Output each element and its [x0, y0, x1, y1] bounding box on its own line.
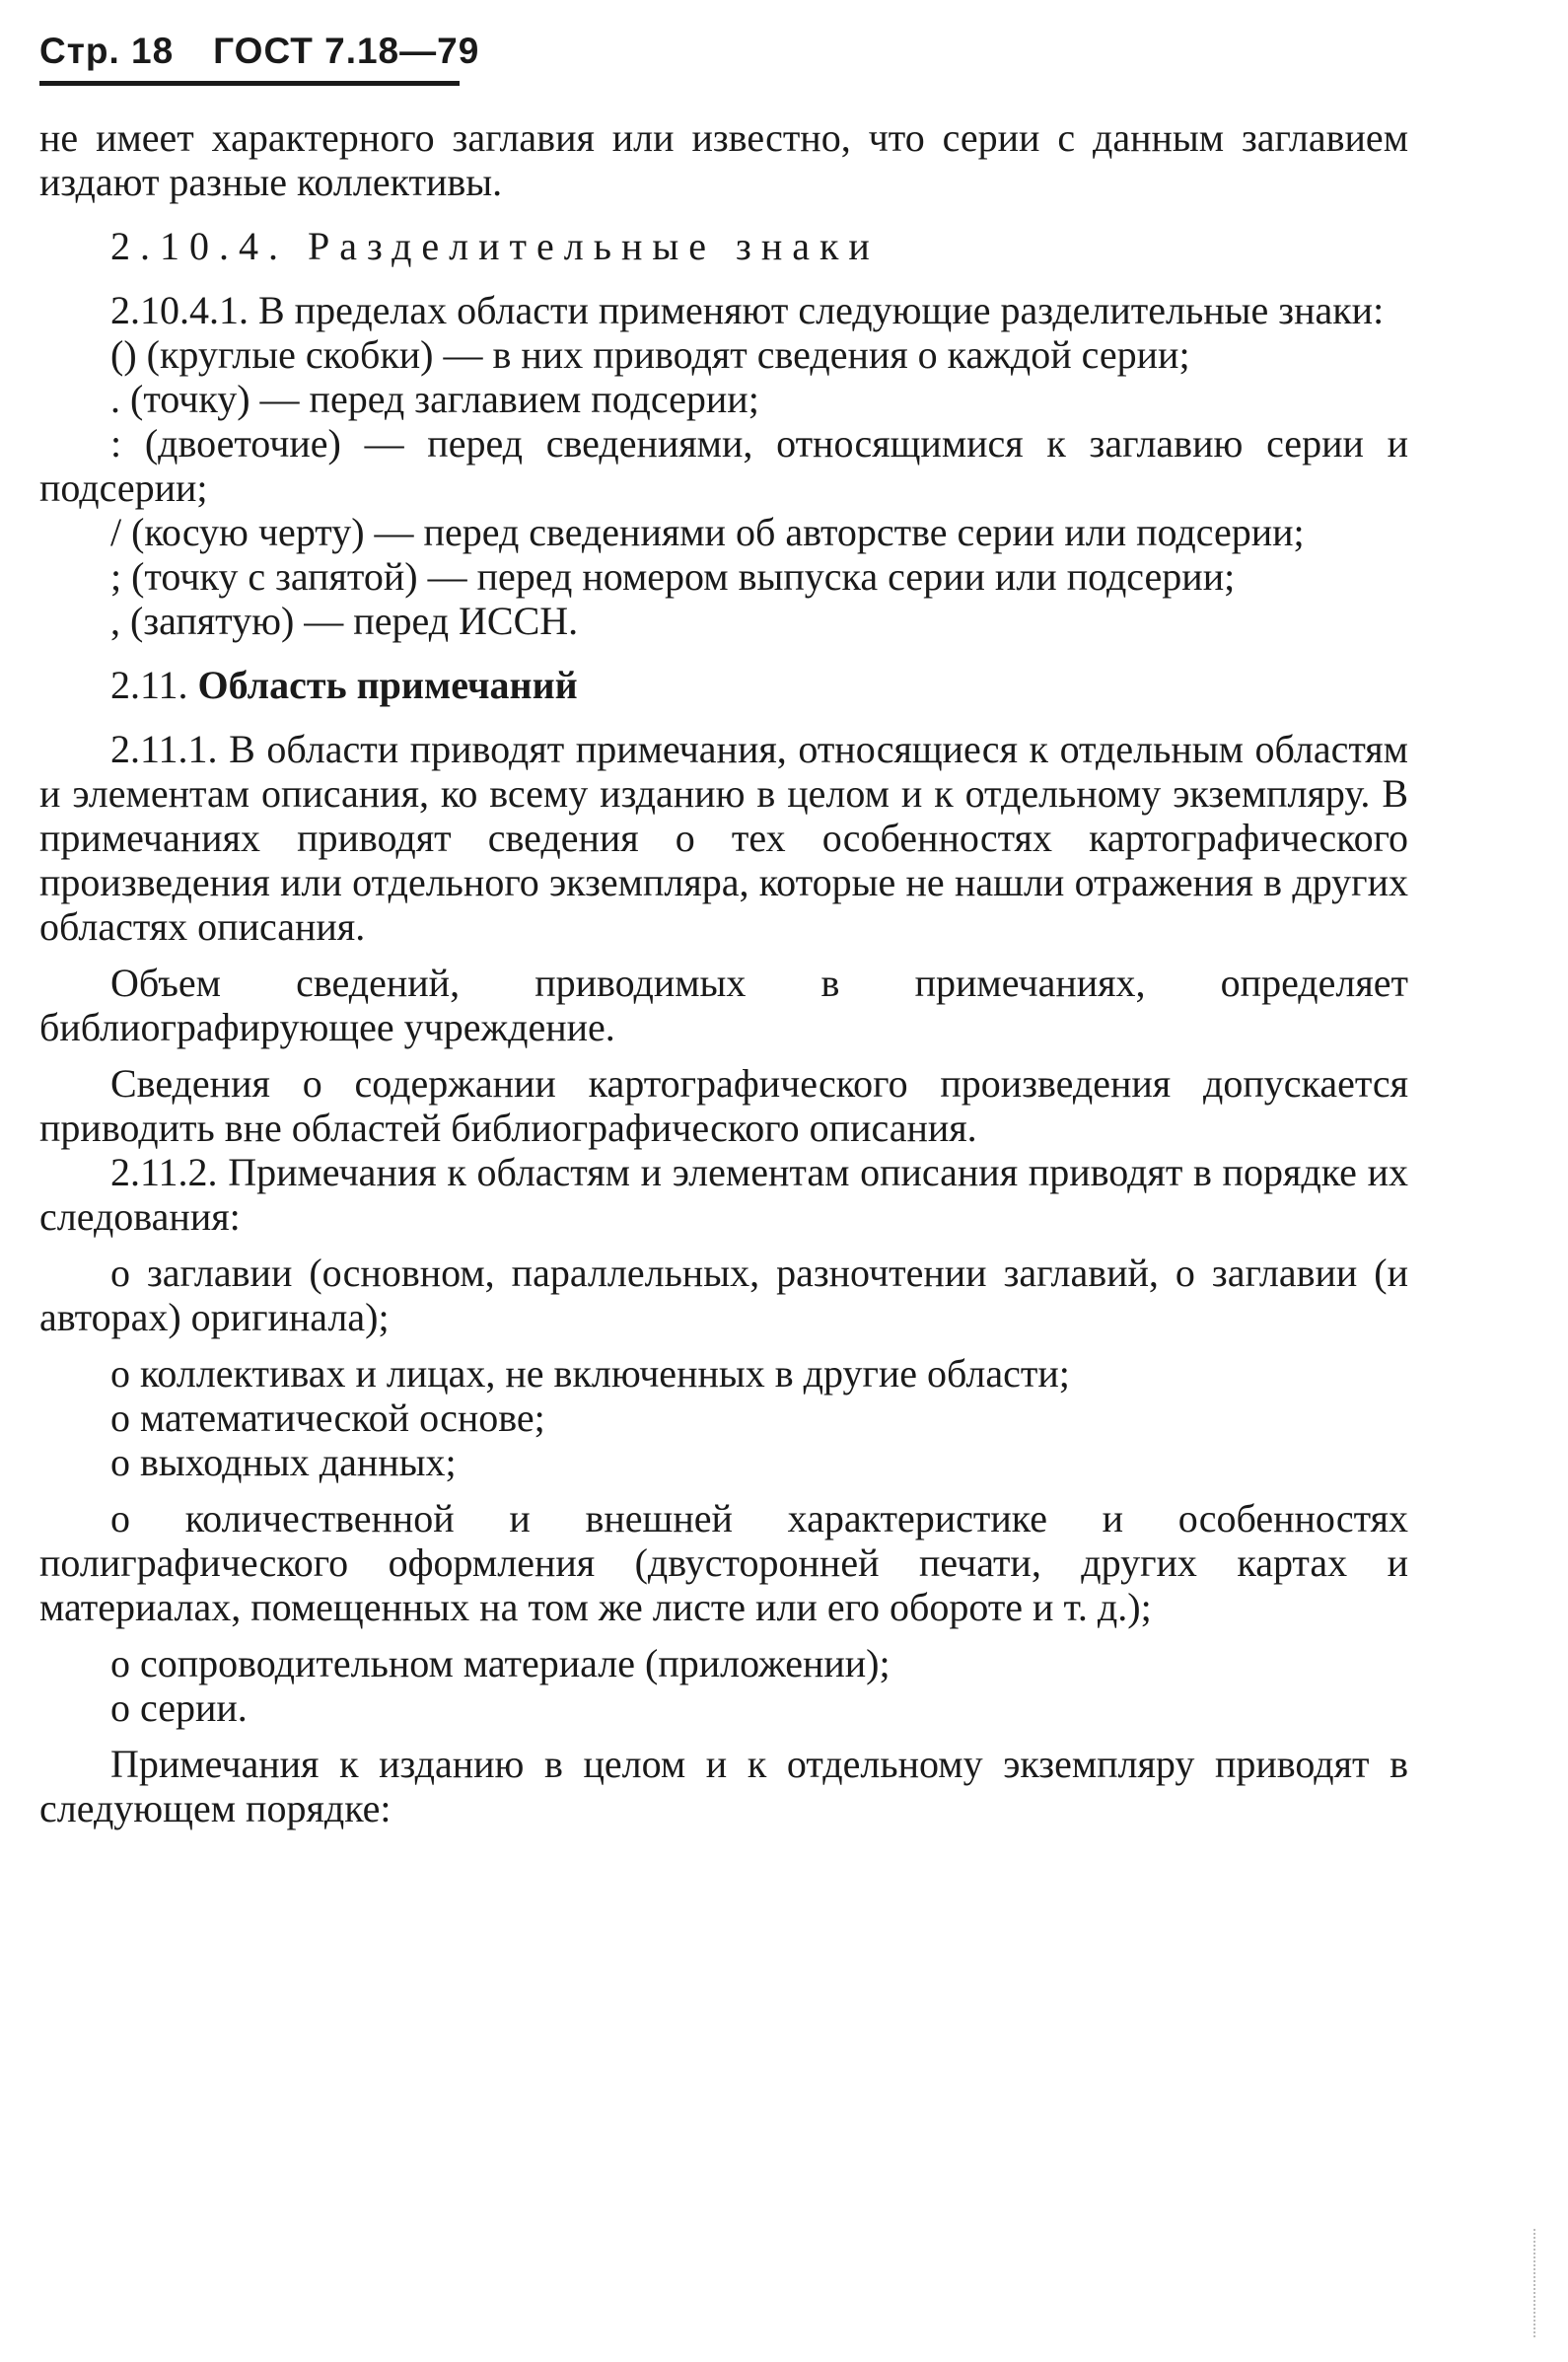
section-number: 2.11.: [110, 663, 188, 708]
paragraph-2-11-1: 2.11.1. В области приводят примечания, относящиеся к отдельным областям и элементам описания, ко всему изданию в целом и к отдельному экземпляру. В примечаниях приводят сведения о тех особенностях картографического произведения или отдельного экземпляра, которые не нашли отражения в других областях описания.: [39, 727, 1408, 950]
section-heading-2-11: [39, 663, 1408, 707]
paragraph-continuation: не имеет характерного заглавия или известно, что серии с данным заглавием издают разные коллективы.: [39, 115, 1408, 205]
list-item-parentheses: () (круглые скобки) — в них приводят сведения о каждой серии;: [110, 332, 1190, 378]
paragraph-order: Примечания к изданию в целом и к отдельному экземпляру приводят в следующем порядке:: [39, 1742, 1408, 1831]
paragraph-volume: Объем сведений, приводимых в примечаниях, определяет библиографирующее учреждение.: [39, 961, 1408, 1050]
standard-code: ГОСТ 7.18—79: [213, 31, 480, 71]
list-item-period: . (точку) — перед заглавием подсерии;: [110, 377, 759, 422]
paragraph-contents: Сведения о содержании картографического произведения допускается приводить вне областей библиографического описания.: [39, 1061, 1408, 1151]
list-item-comma: , (запятую) — перед ИССН.: [110, 599, 579, 644]
document-page: [39, 30, 1408, 1830]
section-heading-2-10-4: 2.10.4. Разделительные знаки: [110, 224, 880, 269]
document-body: [39, 115, 1408, 1830]
list-item-colon: : (двоеточие) — перед сведениями, относящимися к заглавию серии и подсерии;: [39, 421, 1408, 511]
note-item-collectives: о коллективах и лицах, не включенных в другие области;: [110, 1351, 1070, 1396]
note-item-accompanying: о сопроводительном материале (приложении);: [110, 1641, 891, 1686]
note-item-physical: о количественной и внешней характеристике и особенностях полиграфического оформления (двусторонней печати, других картах и материалах, помещенных на том же листе или его обороте и т. д.);: [39, 1496, 1408, 1630]
note-item-imprint: о выходных данных;: [110, 1440, 457, 1485]
section-title: Область примечаний: [197, 663, 578, 708]
list-item-semicolon: ; (точку с запятой) — перед номером выпуска серии или подсерии;: [110, 554, 1236, 600]
note-item-title: о заглавии (основном, параллельных, разночтении заглавий, о заглавии (и авторах) оригинала);: [39, 1251, 1408, 1340]
note-item-math-basis: о математической основе;: [110, 1396, 545, 1441]
note-item-series: о серии.: [110, 1685, 248, 1731]
list-item-slash: / (косую черту) — перед сведениями об авторстве серии или подсерии;: [110, 510, 1305, 555]
scan-margin-marks: [1533, 2229, 1538, 2337]
page-number: Стр. 18: [39, 31, 175, 71]
paragraph-2-10-4-1: 2.10.4.1. В пределах области применяют следующие разделительные знаки:: [110, 288, 1385, 333]
running-header: [39, 30, 480, 86]
paragraph-2-11-2: 2.11.2. Примечания к областям и элементам описания приводят в порядке их следования:: [39, 1150, 1408, 1240]
